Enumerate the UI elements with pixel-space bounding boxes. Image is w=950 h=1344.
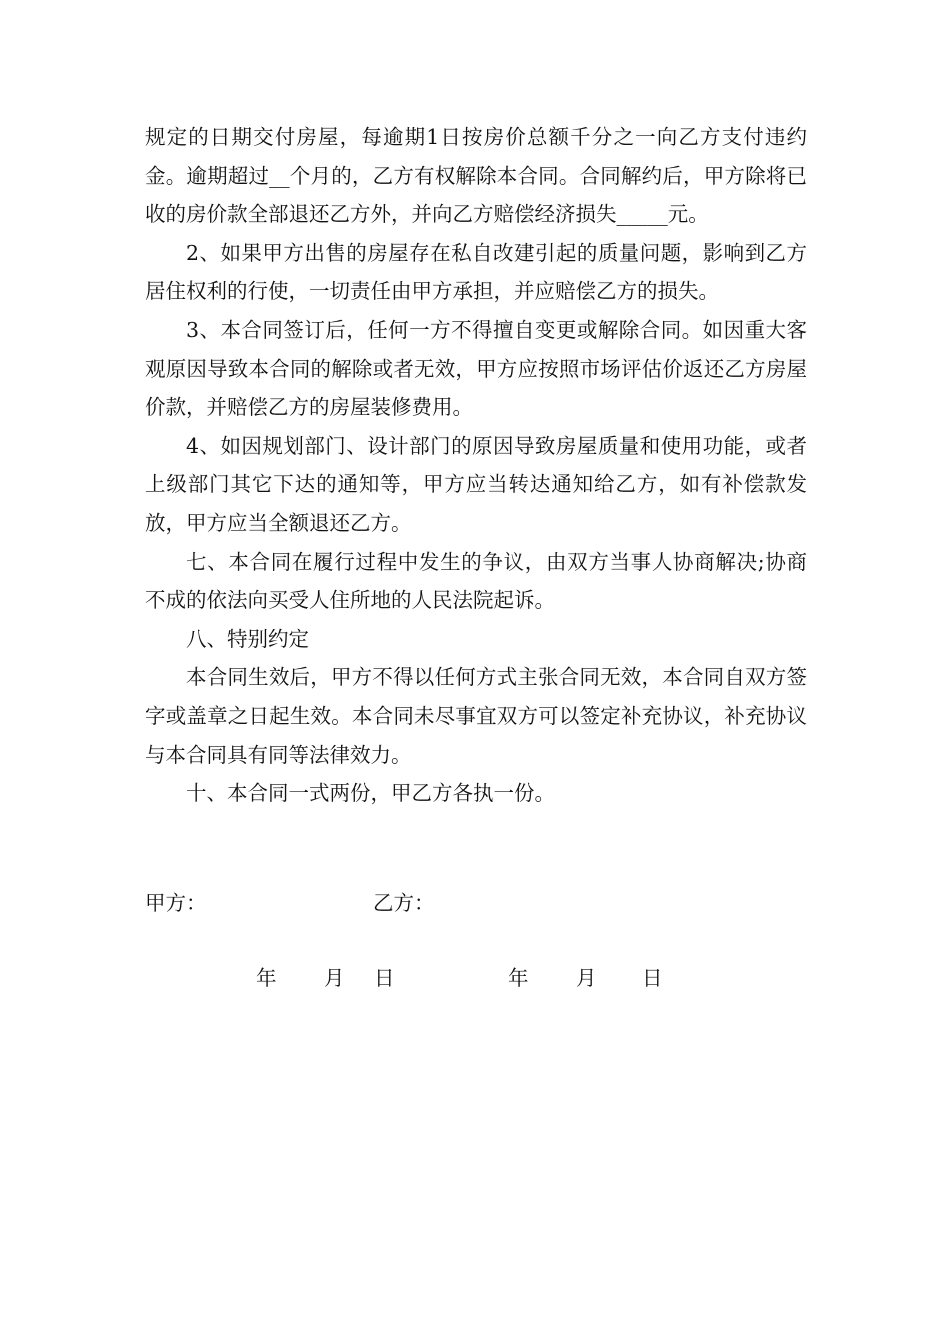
- party-a-year: 年: [256, 966, 277, 990]
- paragraph-article-7-dispute: 七、本合同在履行过程中发生的争议，由双方当事人协商解决;协商不成的依法向买受人住所地的人民法院起诉。: [145, 549, 807, 613]
- heading-article-8-special-terms: 八、特别约定: [186, 626, 309, 651]
- party-a-day: 日: [374, 966, 395, 990]
- contract-body: [145, 118, 807, 813]
- party-b-day: 日: [642, 966, 663, 990]
- party-a-label: 甲方：: [145, 891, 207, 915]
- party-a-month: 月: [324, 966, 345, 990]
- paragraph-breach-continuation: 规定的日期交付房屋，每逾期1日按房价总额千分之一向乙方支付违约金。逾期超过__个月的，乙方有权解除本合同。合同解约后，甲方除将已收的房价款全部退还乙方外，并向乙方赔偿经济损失_____元。: [145, 125, 807, 227]
- paragraph-special-terms: 本合同生效后，甲方不得以任何方式主张合同无效，本合同自双方签字或盖章之日起生效。本合同未尽事宜双方可以签定补充协议，补充协议与本合同具有同等法律效力。: [145, 665, 807, 767]
- party-b-month: 月: [576, 966, 597, 990]
- paragraph-clause-3: 3、本合同签订后，任何一方不得擅自变更或解除合同。如因重大客观原因导致本合同的解除或者无效，甲方应按照市场评估价返还乙方房屋价款，并赔偿乙方的房屋装修费用。: [145, 317, 807, 420]
- paragraph-article-10-copies: 十、本合同一式两份，甲乙方各执一份。: [186, 781, 555, 806]
- party-b-year: 年: [508, 966, 529, 990]
- paragraph-clause-4: 4、如因规划部门、设计部门的原因导致房屋质量和使用功能，或者上级部门其它下达的通知等，甲方应当转达通知给乙方，如有补偿款发放，甲方应当全额退还乙方。: [145, 433, 807, 535]
- party-b-label: 乙方：: [373, 891, 435, 915]
- paragraph-clause-2: 2、如果甲方出售的房屋存在私自改建引起的质量问题，影响到乙方居住权利的行使，一切责任由甲方承担，并应赔偿乙方的损失。: [145, 240, 807, 304]
